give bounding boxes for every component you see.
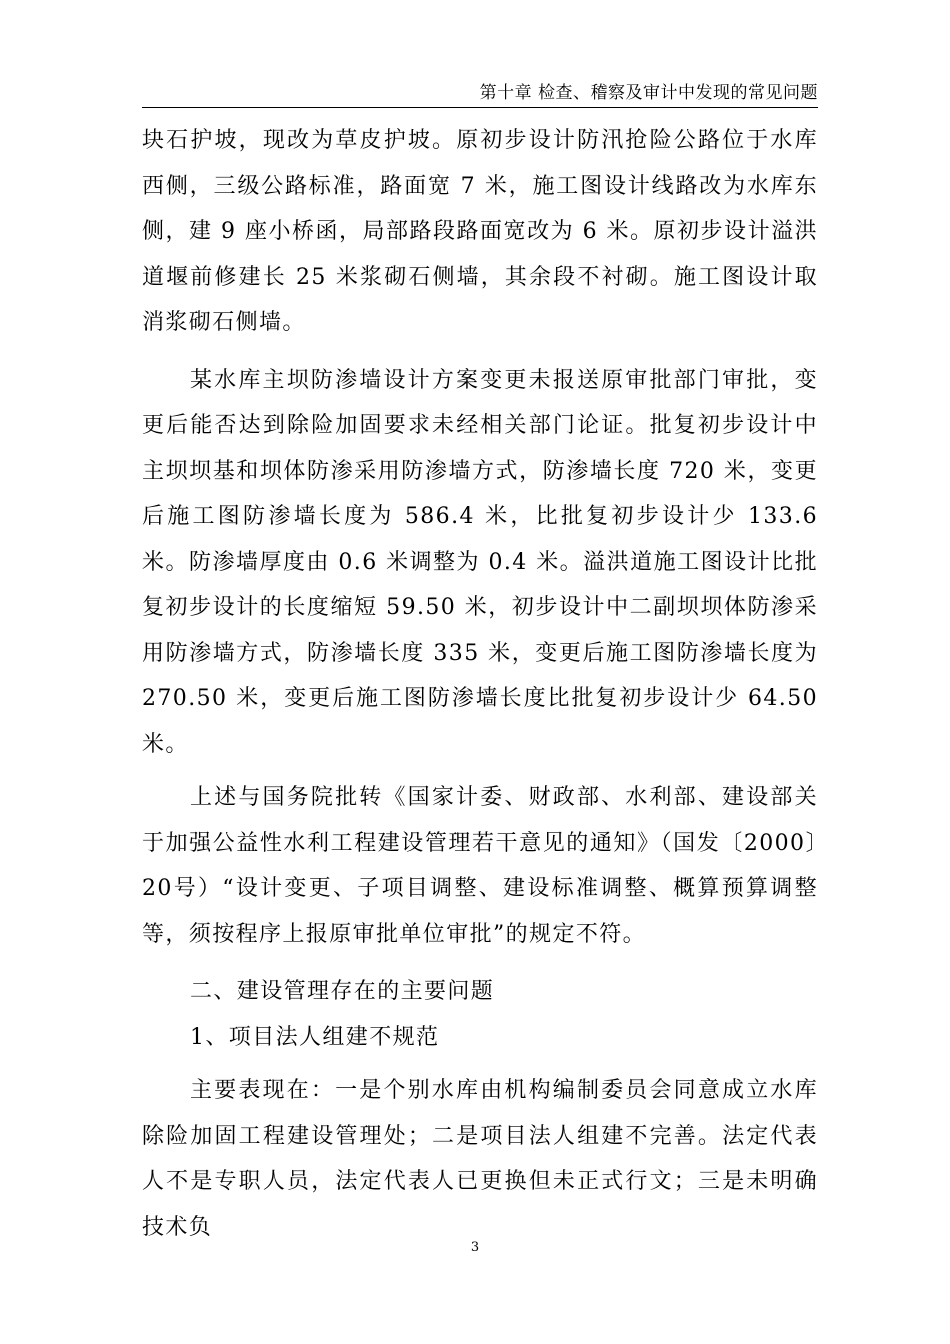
paragraph-project-legal-person: 主要表现在：一是个别水库由机构编制委员会同意成立水库除险加固工程建设管理处；二是项目法人组建不完善。法定代表人不是专职人员，法定代表人已更换但未正式行文；三是未明确技术负 — [142, 1078, 818, 1240]
running-header: 第十章 检查、稽察及审计中发现的常见问题 — [479, 83, 818, 103]
body-text — [142, 118, 818, 1250]
paragraph-dam-seepage: 某水库主坝防渗墙设计方案变更未报送原审批部门审批，变更后能否达到除险加固要求未经相关部门论证。批复初步设计中主坝坝基和坝体防渗采用防渗墙方式，防渗墙长度 720 米，变更后施工图防渗墙长度为 586.4 米，比批复初步设计少 133.6 米。防渗墙厚度由 0.6 米调整为 0.4 米。溢洪道施工图设计比批复初步设计的长度缩短 59.50 米，初步设计中二副坝坝体防渗采用防渗墙方式，防渗墙长度 335 米，变更后施工图防渗墙长度为 270.50 米，变更后施工图防渗墙长度比批复初步设计少 64.50 米。 — [142, 367, 818, 757]
section-heading: 二、建设管理存在的主要问题 — [190, 979, 495, 1004]
header-rule — [142, 107, 818, 108]
paragraph-regulation: 上述与国务院批转《国家计委、财政部、水利部、建设部关于加强公益性水利工程建设管理若干意见的通知》（国发〔2000〕20号）“设计变更、子项目调整、建设标准调整、概算预算调整等，须按程序上报原审批单位审批”的规定不符。 — [142, 785, 818, 947]
subsection-heading: 1、项目法人组建不规范 — [190, 1024, 440, 1050]
page-number: 3 — [470, 1240, 480, 1255]
paragraph-continuation: 块石护坡，现改为草皮护坡。原初步设计防汛抢险公路位于水库西侧，三级公路标准，路面宽 7 米，施工图设计线路改为水库东侧，建 9 座小桥函，局部路段路面宽改为 6 米。原初步设计溢洪道堰前修建长 25 米浆砌石侧墙，其余段不衬砌。施工图设计取消浆砌石侧墙。 — [142, 128, 818, 335]
